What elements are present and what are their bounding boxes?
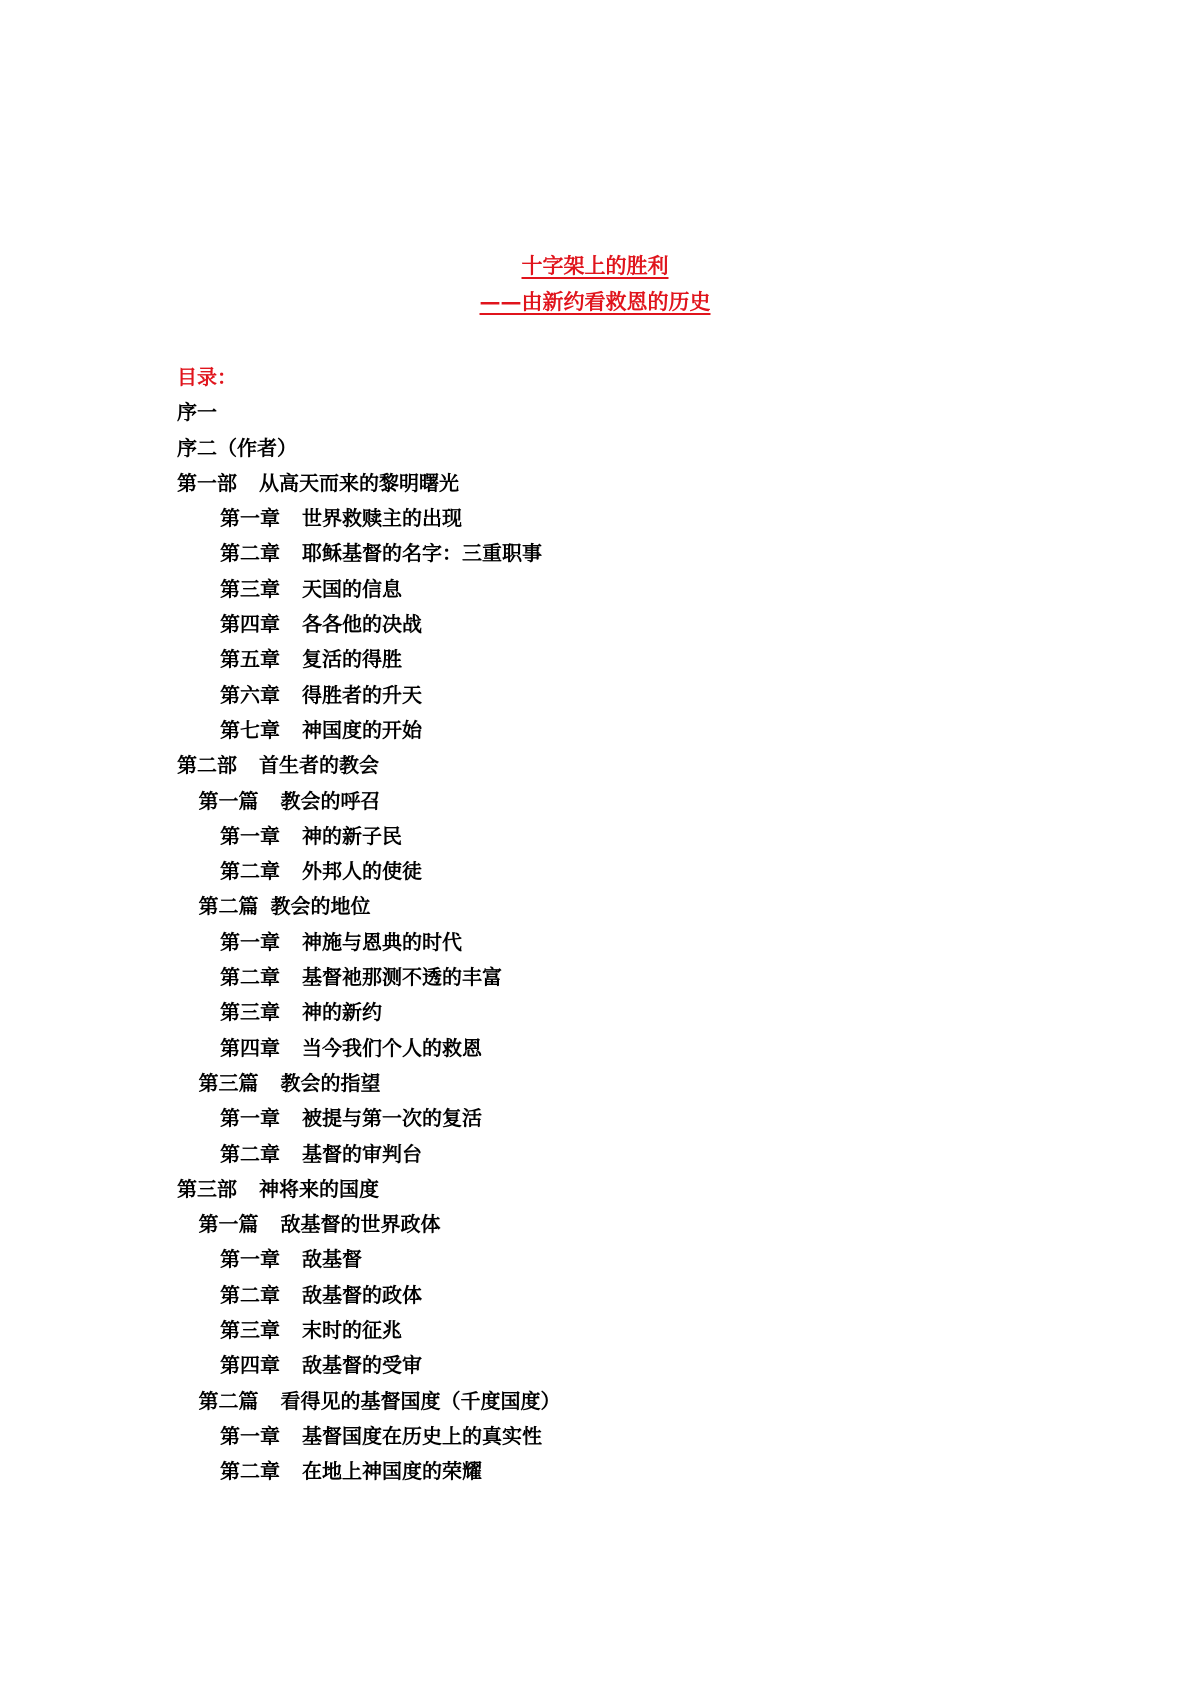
toc-chapter-entry xyxy=(177,1101,561,1136)
table-of-contents xyxy=(177,360,561,1490)
toc-entry-title: 神施与恩典的时代 xyxy=(302,929,462,954)
toc-entry-title: 教会的地位 xyxy=(270,894,371,919)
toc-entry-label: 第一章 xyxy=(220,1247,280,1272)
toc-chapter-entry xyxy=(177,995,561,1030)
toc-chapter-entry xyxy=(177,678,561,713)
toc-entry-title: 在地上神国度的荣耀 xyxy=(302,1459,482,1484)
toc-chapter-entry xyxy=(177,536,561,571)
toc-part-entry xyxy=(177,431,561,466)
toc-entry-title: 教会的呼召 xyxy=(280,788,381,813)
toc-entry-title: 基督祂那测不透的丰富 xyxy=(302,965,502,990)
toc-chapter-entry xyxy=(177,1242,561,1277)
toc-entry-label: 第二章 xyxy=(220,1141,280,1166)
toc-entry-title: 基督国度在历史上的真实性 xyxy=(302,1423,542,1448)
toc-entry-label: 第二章 xyxy=(220,1459,280,1484)
toc-chapter-entry xyxy=(177,925,561,960)
toc-entry-title: 被提与第一次的复活 xyxy=(302,1106,482,1131)
toc-chapter-entry xyxy=(177,1419,561,1454)
toc-entry-title: 复活的得胜 xyxy=(302,647,402,672)
toc-entry-label: 第一章 xyxy=(220,1106,280,1131)
document-subtitle: ——由新约看救恩的历史 xyxy=(479,289,711,314)
toc-chapter-entry xyxy=(177,713,561,748)
toc-entry-label: 第一章 xyxy=(220,506,280,531)
toc-entry-label: 第一篇 xyxy=(198,788,259,813)
toc-entry-title: 敌基督 xyxy=(302,1247,362,1272)
toc-entry-title: 耶稣基督的名字：三重职事 xyxy=(302,541,542,566)
toc-entry-label: 第二章 xyxy=(220,859,280,884)
toc-part-entry xyxy=(177,1172,561,1207)
toc-entry-title: 得胜者的升天 xyxy=(302,682,422,707)
toc-chapter-entry xyxy=(177,501,561,536)
toc-chapter-entry xyxy=(177,1313,561,1348)
toc-entry-title: 各各他的决战 xyxy=(302,612,422,637)
toc-entry-label: 第二章 xyxy=(220,541,280,566)
toc-section-entry xyxy=(177,1207,561,1242)
toc-chapter-entry xyxy=(177,1031,561,1066)
toc-chapter-entry xyxy=(177,819,561,854)
toc-entry-title: 神国度的开始 xyxy=(302,717,422,742)
toc-entry-title: 基督的审判台 xyxy=(302,1141,422,1166)
toc-chapter-entry xyxy=(177,1137,561,1172)
toc-entry-title: 教会的指望 xyxy=(280,1070,381,1095)
toc-chapter-entry xyxy=(177,854,561,889)
toc-entry-label: 第三篇 xyxy=(198,1070,259,1095)
toc-entry-title: 从高天而来的黎明曙光 xyxy=(259,470,459,495)
title-block xyxy=(0,248,1190,320)
toc-entry-title: 首生者的教会 xyxy=(259,753,379,778)
toc-chapter-entry xyxy=(177,572,561,607)
toc-entry-label: 第六章 xyxy=(220,682,280,707)
toc-entry-label: 第二章 xyxy=(220,965,280,990)
toc-chapter-entry xyxy=(177,607,561,642)
toc-heading: 目录： xyxy=(177,365,237,389)
toc-section-entry xyxy=(177,1384,561,1419)
toc-entry-title: 外邦人的使徒 xyxy=(302,859,422,884)
toc-entry-title: 敌基督的世界政体 xyxy=(280,1212,441,1237)
toc-entry-label: 第二部 xyxy=(177,753,237,778)
toc-entry-title: 末时的征兆 xyxy=(302,1318,402,1343)
toc-part-entry xyxy=(177,748,561,783)
toc-chapter-entry xyxy=(177,960,561,995)
toc-entry-label: 第二章 xyxy=(220,1282,280,1307)
toc-entry-title: 看得见的基督国度（千度国度） xyxy=(280,1388,561,1413)
toc-entry-title: 神的新子民 xyxy=(302,823,402,848)
toc-entry-label: 第一章 xyxy=(220,929,280,954)
toc-entry-title: 当今我们个人的救恩 xyxy=(302,1035,482,1060)
toc-entry-label: 第四章 xyxy=(220,612,280,637)
toc-entry-title: 敌基督的政体 xyxy=(302,1282,422,1307)
toc-entry-label: 序一 xyxy=(177,400,217,425)
toc-entry-label: 第三部 xyxy=(177,1176,237,1201)
toc-entry-label: 第三章 xyxy=(220,576,280,601)
toc-entry-label: 第一章 xyxy=(220,1423,280,1448)
toc-section-entry xyxy=(177,1066,561,1101)
toc-entry-label: 第一章 xyxy=(220,823,280,848)
toc-entry-title: 敌基督的受审 xyxy=(302,1353,422,1378)
toc-entry-title: 神将来的国度 xyxy=(259,1176,379,1201)
toc-entry-label: 第二篇 xyxy=(198,894,259,919)
toc-part-entry xyxy=(177,395,561,430)
toc-entry-label: 第五章 xyxy=(220,647,280,672)
toc-entry-label: 第七章 xyxy=(220,717,280,742)
toc-entry-title: 天国的信息 xyxy=(302,576,402,601)
toc-entry-label: 第三章 xyxy=(220,1318,280,1343)
toc-section-entry xyxy=(177,784,561,819)
toc-entry-title: 神的新约 xyxy=(302,1000,382,1025)
toc-part-entry xyxy=(177,466,561,501)
document-title: 十字架上的胜利 xyxy=(521,253,669,278)
toc-entry-label: 第一篇 xyxy=(198,1212,259,1237)
toc-entry-label: 第四章 xyxy=(220,1353,280,1378)
toc-entry-label: 序二（作者） xyxy=(177,435,297,460)
toc-section-entry xyxy=(177,889,561,924)
toc-entry-label: 第一部 xyxy=(177,470,237,495)
toc-entry-label: 第三章 xyxy=(220,1000,280,1025)
toc-entry-label: 第二篇 xyxy=(198,1388,259,1413)
toc-chapter-entry xyxy=(177,642,561,677)
toc-chapter-entry xyxy=(177,1348,561,1383)
toc-chapter-entry xyxy=(177,1454,561,1489)
toc-chapter-entry xyxy=(177,1278,561,1313)
toc-entry-label: 第四章 xyxy=(220,1035,280,1060)
toc-entry-title: 世界救赎主的出现 xyxy=(302,506,462,531)
